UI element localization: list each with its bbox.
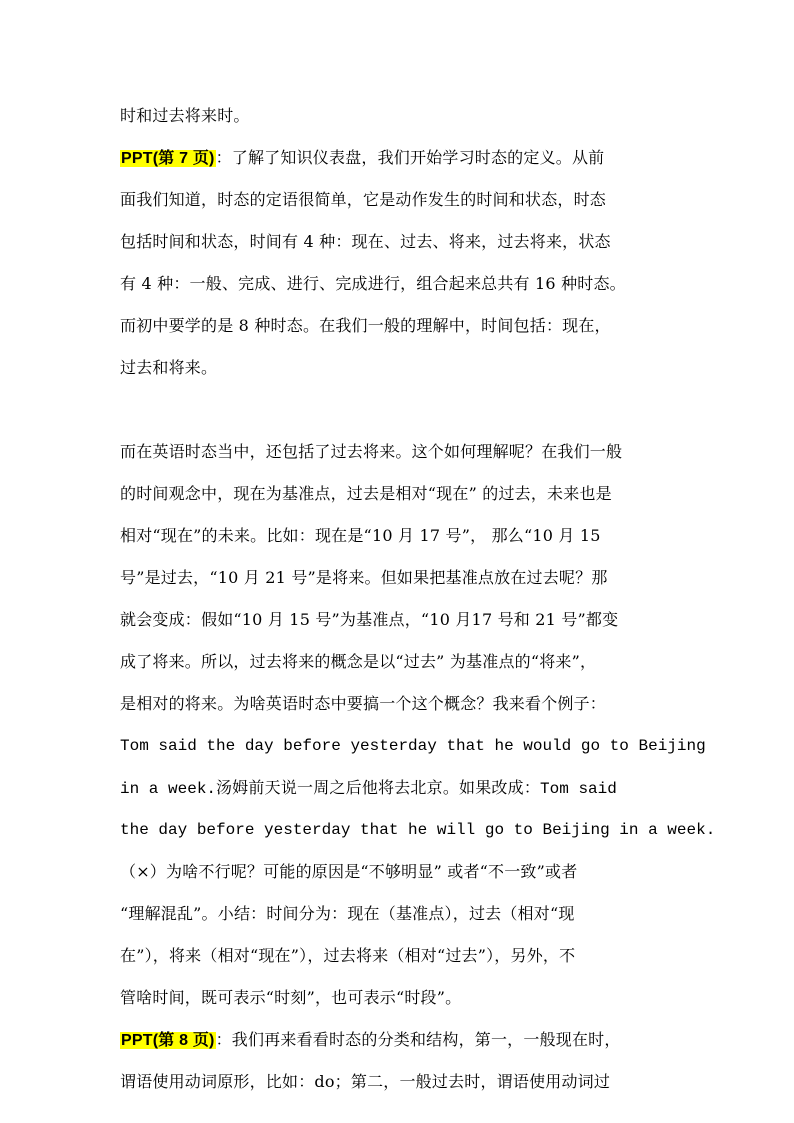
- text-line: [120, 1019, 686, 1061]
- text-line: 在”），将来（相对“现在”），过去将来（相对“过去”），另外，不: [120, 946, 576, 965]
- text-line: 谓语使用动词原形，比如：do；第二，一般过去时，谓语使用动词过: [120, 1072, 611, 1091]
- text-line: 是相对的将来。为啥英语时态中要搞一个这个概念？我来看个例子：: [120, 694, 607, 713]
- text-line: 面我们知道，时态的定语很简单，它是动作发生的时间和状态，时态: [120, 190, 607, 209]
- ppt-page-label: PPT(第 7 页): [121, 150, 215, 167]
- paragraph-3: [120, 431, 716, 1019]
- english-sentence-line: the day before yesterday that he will go to Beijing in a week.: [120, 821, 716, 839]
- english-run: Tom said: [540, 780, 617, 798]
- text-line: “理解混乱”。小结：时间分为：现在（基准点），过去（相对“现: [120, 904, 575, 923]
- text-run: ：了解了知识仪表盘，我们开始学习时态的定义。从前: [215, 148, 605, 167]
- text-line: [120, 767, 686, 809]
- text-line: 时和过去将来时。: [120, 106, 250, 125]
- text-line: [120, 137, 686, 179]
- paragraph-1: [120, 95, 686, 137]
- text-run: 汤姆前天说一周之后他将去北京。如果改成：: [216, 778, 541, 797]
- text-line: 而在英语时态当中，还包括了过去将来。这个如何理解呢？在我们一般: [120, 442, 623, 461]
- english-run: in a week.: [120, 780, 217, 798]
- text-line: 相对“现在”的未来。比如：现在是“10 月 17 号”， 那么“10 月 15: [120, 526, 601, 545]
- text-line: 包括时间和状态，时间有 4 种：现在、过去、将来，过去将来，状态: [120, 232, 611, 251]
- text-line: 成了将来。所以，过去将来的概念是以“过去” 为基准点的“将来”，: [120, 652, 597, 671]
- english-sentence-line: Tom said the day before yesterday that he would go to Beijing: [120, 737, 706, 755]
- ppt-page-label: PPT(第 8 页): [121, 1032, 215, 1049]
- paragraph-4: [120, 1019, 686, 1103]
- text-line: 就会变成：假如“10 月 15 号”为基准点，“10 月17 号和 21 号”都变: [120, 610, 619, 629]
- text-line: （×）为啥不行呢？可能的原因是“不够明显” 或者“不一致”或者: [120, 862, 578, 881]
- text-line: 号”是过去，“10 月 21 号”是将来。但如果把基准点放在过去呢？那: [120, 568, 608, 587]
- text-line: 管啥时间，既可表示“时刻”，也可表示“时段”。: [120, 988, 462, 1007]
- text-line: 过去和将来。: [120, 358, 218, 377]
- text-line: 的时间观念中，现在为基准点，过去是相对“现在” 的过去，未来也是: [120, 484, 612, 503]
- text-line: 有 4 种：一般、完成、进行、完成进行，组合起来总共有 16 种时态。: [120, 274, 626, 293]
- paragraph-2: [120, 137, 686, 389]
- text-run: ：我们再来看看时态的分类和结构，第一，一般现在时，: [215, 1030, 621, 1049]
- text-line: 而初中要学的是 8 种时态。在我们一般的理解中，时间包括：现在，: [120, 316, 611, 335]
